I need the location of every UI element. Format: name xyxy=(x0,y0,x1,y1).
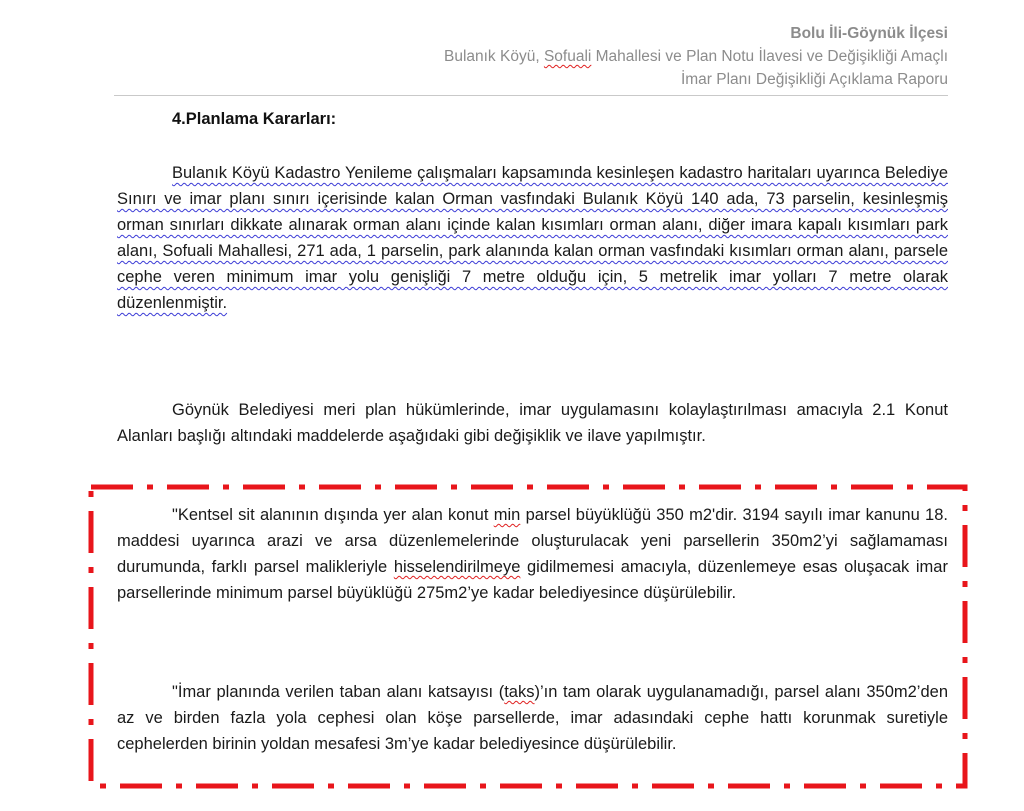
quote2-part-c: )’ın tam olarak uygulanamadığı, parsel alanı 350m2’den az ve birden fazla yola cephesi olan köşe parsellerde, imar adasındaki cephe hattı korunmak suretiyle cephelerden birinin yoldan mesafesi 3m’ye kadar belediyesince düşürülebilir. xyxy=(117,683,948,753)
header-subtitle-pre: Bulanık Köyü, xyxy=(443,48,544,65)
spellcheck-word-hisselendirilmeye: hisselendirilmeye xyxy=(393,558,521,576)
tracked-change-text: Bulanık Köyü Kadastro Yenileme çalışmaları kapsamında kesinleşen kadastro haritaları uyarınca Belediye Sınırı ve imar planı sınırı içerisinde kalan Orman vasfındaki Bulanık Köyü 140 ada, 73 parselin, kesinleşmiş orman sınırları dikkate alınarak orman alanı içinde kalan kısımları orman alanı, diğer imara kapalı kısımları park alanı, Sofuali Mahallesi, 271 ada, 1 parselin, park alanında kalan orman vasfındaki kısımları orman alanı, parsele cephe veren minimum imar yolu genişliği 7 metre olduğu için, 5 metrelik imar yolları 7 metre olarak düzenlenmiştir. xyxy=(117,164,948,312)
quote-parcel-size xyxy=(117,502,948,606)
page-header xyxy=(444,22,948,91)
section-heading: 4.Planlama Kararları: xyxy=(172,110,337,128)
header-divider xyxy=(114,95,948,96)
paragraph-plan-changes: Göynük Belediyesi meri plan hükümlerinde, imar uygulamasını kolaylaştırılması amacıyla 2.1 Konut Alanları başlığı altındaki maddelerde aşağıdaki gibi değişiklik ve ilave yapılmıştır. xyxy=(117,401,948,445)
header-province-title: Bolu İli-Göynük İlçesi xyxy=(790,25,948,42)
quote2-part-a: "İmar planında verilen taban alanı katsayısı ( xyxy=(172,683,505,701)
spellcheck-word-taks: taks xyxy=(504,683,535,701)
quote1-part-e: gidilmemesi amacıyla, düzenlemeye esas oluşacak imar parsellerinde minimum parsel büyüklüğü 275m2’ye kadar belediyesince düşürülebilir. xyxy=(117,558,948,602)
header-subtitle-line xyxy=(444,45,948,68)
quote1-part-c: parsel büyüklüğü 350 m2'dir. 3194 sayılı imar kanunu 18. maddesi uyarınca arazi ve arsa düzenlemelerinde oluşturulacak yeni parsellerin 350m2’yi sağlamaması durumunda, farklı parsel malikleriyle xyxy=(117,506,948,576)
header-report-title: İmar Planı Değişikliği Açıklama Raporu xyxy=(680,71,948,88)
quote1-part-a: "Kentsel sit alanının dışında yer alan konut xyxy=(172,506,494,524)
header-subtitle-post: Mahallesi ve Plan Notu İlavesi ve Değişikliği Amaçlı xyxy=(591,48,948,65)
paragraph-cadastre xyxy=(117,160,948,316)
spellcheck-word-min: min xyxy=(493,506,521,524)
quote-setback xyxy=(117,679,948,757)
header-spellcheck-word: Sofuali xyxy=(543,48,592,65)
